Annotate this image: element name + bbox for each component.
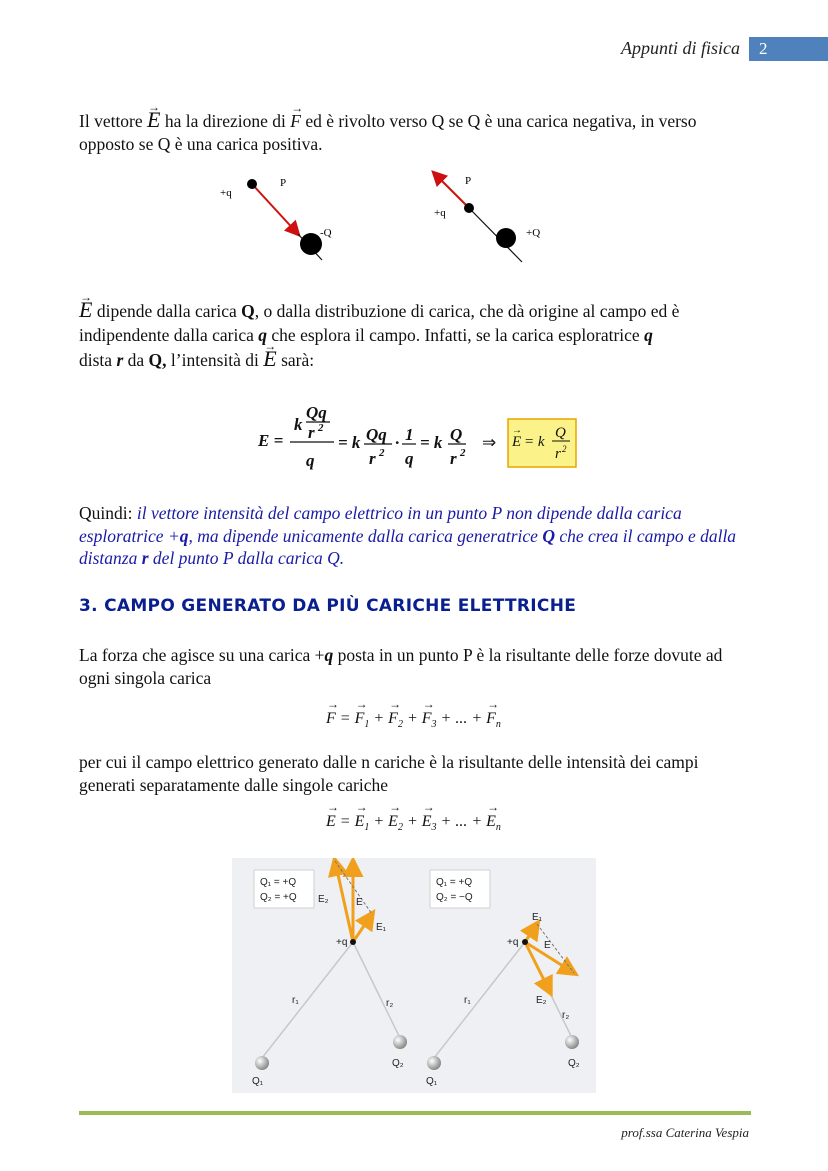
svg-text:r: r <box>369 449 376 468</box>
svg-text:-Q: -Q <box>320 227 332 239</box>
footer-divider <box>79 1111 751 1115</box>
test-charge <box>464 203 474 213</box>
svg-text:2: 2 <box>562 444 567 454</box>
svg-text:E₂: E₂ <box>536 995 547 1006</box>
svg-text:Q₂: Q₂ <box>568 1058 580 1069</box>
svg-text:E₂: E₂ <box>318 894 329 905</box>
svg-text:E₁: E₁ <box>532 912 543 923</box>
svg-text:+q: +q <box>507 937 519 948</box>
svg-text:r₁: r₁ <box>464 995 471 1006</box>
svg-text:r₂: r₂ <box>386 998 394 1009</box>
svg-text:q: q <box>306 451 315 470</box>
svg-text:Q₁: Q₁ <box>252 1076 264 1087</box>
svg-text:⇒: ⇒ <box>482 433 497 452</box>
svg-text:E₁: E₁ <box>376 922 387 933</box>
force-arrow <box>434 173 472 208</box>
paragraph-direction: Il vettore → E ha la direzione di → F ed è rivolto verso Q se Q è una carica negativa, in verso opposto se Q è una carica positiva. <box>79 109 751 155</box>
svg-text:r₁: r₁ <box>292 995 299 1006</box>
paragraph-field-sum: per cui il campo elettrico generato dalle n cariche è la risultante delle intensità dei campi generati separatamente dalle singole cariche <box>79 752 699 795</box>
footer-author: prof.ssa Caterina Vespia <box>621 1125 749 1140</box>
svg-text:+q: +q <box>434 207 446 219</box>
svg-text:q: q <box>405 449 414 468</box>
field-sum-formula: → E = → $E_1$ + → $E_2$ + → $E_3$ + ... + → $E_n$ <box>326 813 501 833</box>
test-charge <box>247 179 257 189</box>
diagram-negative-charge <box>210 172 360 262</box>
svg-text:·: · <box>395 433 400 452</box>
svg-text:r: r <box>450 449 457 468</box>
svg-text:→: → <box>512 425 522 436</box>
svg-text:+Q: +Q <box>526 227 541 239</box>
vector-f: → F <box>290 110 301 133</box>
svg-text:E: E <box>512 434 522 450</box>
svg-text:= k: = k <box>338 433 361 452</box>
field-formula <box>250 398 590 474</box>
svg-text:2: 2 <box>379 447 385 459</box>
force-arrow <box>252 184 298 234</box>
svg-text:E: E <box>544 940 551 951</box>
source-charge <box>496 228 516 248</box>
superposition-figure <box>232 858 596 1093</box>
svg-text:Q₂ = +Q: Q₂ = +Q <box>260 892 297 903</box>
svg-text:Q: Q <box>450 425 463 444</box>
svg-text:2: 2 <box>460 447 466 459</box>
svg-text:Q₁ = +Q: Q₁ = +Q <box>436 877 473 888</box>
section-heading: 3. CAMPO GENERATO DA PIÙ CARICHE ELETTRICHE <box>79 596 577 616</box>
svg-text:+q: +q <box>220 187 232 199</box>
svg-text:= k: = k <box>420 433 443 452</box>
svg-text:E: E <box>356 897 363 908</box>
svg-text:E =: E = <box>258 431 284 450</box>
svg-text:Q₁: Q₁ <box>426 1076 438 1087</box>
svg-text:k: k <box>294 415 303 434</box>
svg-text:P: P <box>465 175 472 187</box>
svg-text:Q₂ = −Q: Q₂ = −Q <box>436 892 473 903</box>
vector-e: → E <box>147 109 160 132</box>
svg-text:Q₁ = +Q: Q₁ = +Q <box>260 877 297 888</box>
paragraph-dependence: → E dipende dalla carica Q, o dalla distribuzione di carica, che dà origine al campo ed è indipendente dalla carica q che esplora il campo. Infatti, se la carica esploratrice q dista r da Q, l’intensità di → E sarà: <box>79 298 751 372</box>
force-sum-formula: → F = → $F_1$ + → $F_2$ + → $F_3$ + ... + → $F_n$ <box>326 710 501 730</box>
svg-text:P: P <box>280 177 287 189</box>
svg-text:= k: = k <box>524 434 545 450</box>
svg-text:2: 2 <box>318 422 324 434</box>
svg-text:1: 1 <box>405 425 414 444</box>
header-title: Appunti di fisica <box>621 38 740 58</box>
svg-text:Q₂: Q₂ <box>392 1058 404 1069</box>
paragraph-force-sum: La forza che agisce su una carica +q posta in un punto P è la risultante delle forze dovute ad ogni singola carica <box>79 645 723 688</box>
svg-text:r: r <box>555 446 561 462</box>
svg-text:r₂: r₂ <box>562 1010 570 1021</box>
source-charge <box>300 233 322 255</box>
diagram-positive-charge <box>420 170 570 265</box>
page-number: 2 <box>749 37 828 61</box>
svg-text:+q: +q <box>336 937 348 948</box>
svg-text:Q: Q <box>555 425 566 441</box>
paragraph-conclusion: Quindi: il vettore intensità del campo elettrico in un punto P non dipende dalla carica esploratrice +q, ma dipende unicamente dalla carica generatrice Q che crea il campo e dalla distanza r del punto P dalla carica Q. <box>79 503 737 568</box>
svg-text:Qq: Qq <box>366 425 387 444</box>
svg-text:Qq: Qq <box>306 403 327 422</box>
svg-text:r: r <box>308 423 315 442</box>
